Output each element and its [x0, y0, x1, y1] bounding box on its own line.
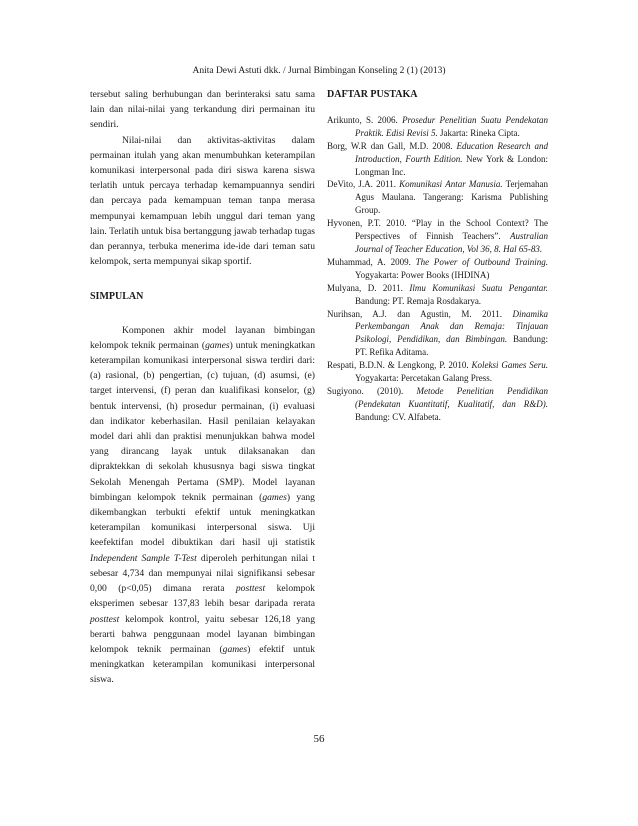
- section-title-simpulan: SIMPULAN: [90, 291, 144, 303]
- paragraph-values: Nilai-nilai dan aktivitas-aktivitas dalam permainan itulah yang akan menumbuhkan keterampilan komunikasi interpersonal pada diri siswa karena siswa terlatih untuk percaya terhadap kemampuannya sendiri dan percaya pada kemampuan teman tanpa merasa mempunyai kemampuan lebih unggul dari teman yang lain. Terlatih untuk bisa bertanggung jawab terhadap tugas dan perannya, terbuka menerima ide-ide dari teman satu kelompok, serta mempunyai sikap sportif.: [90, 134, 315, 268]
- paragraph-continuation: tersebut saling berhubungan dan berinteraksi satu sama lain dan nilai-nilai yang terkandung diri permainan itu sendiri.: [90, 89, 315, 131]
- reference-item: Muhammad, A. 2009. The Power of Outbound Training. Yogyakarta: Power Books (IHDINA): [327, 256, 549, 280]
- left-column: [90, 87, 315, 688]
- reference-item: Respati, B.D.N. & Lengkong, P. 2010. Koleksi Games Seru. Yogyakarta: Percetakan Galang Press.: [327, 360, 548, 384]
- running-header: Anita Dewi Astuti dkk. / Jurnal Bimbingan Konseling 2 (1) (2013): [192, 66, 446, 76]
- references-title: DAFTAR PUSTAKA: [327, 89, 418, 100]
- reference-item: DeVito, J.A. 2011. Komunikasi Antar Manusia. Terjemahan Agus Maulana. Tangerang: Karisma Publishing Group.: [327, 179, 548, 216]
- reference-item: Sugiyono. (2010). Metode Penelitian Pendidikan (Pendekatan Kuantitatif, Kualitatif, dan R&D). Bandung: CV. Alfabeta.: [327, 385, 548, 422]
- reference-item: Arikunto, S. 2006. Prosedur Penelitian Suatu Pendekatan Praktik. Edisi Revisi 5. Jakarta: Rineka Cipta.: [327, 114, 548, 138]
- page-number: 56: [313, 733, 325, 745]
- right-column: [327, 87, 548, 424]
- reference-item: Nurihsan, A.J. dan Agustin, M. 2011. Dinamika Perkembangan Anak dan Remaja: Tinjauan Psikologi, Pendidikan, dan Bimbingan. Bandung: PT. Refika Aditama.: [327, 308, 549, 358]
- paragraph-simpulan: Komponen akhir model layanan bimbingan kelompok teknik permainan (games) untuk meningkatkan keterampilan komunikasi interpersonal siswa terdiri dari: (a) rasional, (b) pengertian, (c) tujuan, (d) asumsi, (e) target intervensi, (f) peran dan kualifikasi konselor, (g) bentuk intervensi, (h) prosedur permainan, (i) evaluasi dan indikator keberhasilan. Hasil penilaian kelayakan model dari ahli dan praktisi menunjukkan bahwa model yang dirancang layak untuk dilaksanakan dan dipraktekkan di sekolah khususnya bagi siswa tingkat Sekolah Menengah Pertama (SMP). Model layanan bimbingan kelompok teknik permainan (games) yang dikembangkan terbukti efektif untuk meningkatkan keterampilan komunikasi interpersonal siswa. Uji keefektifan model dibuktikan dari hasil uji statistik Independent Sample T-Test diperoleh perhitungan nilai t sebesar 4,734 dan mempunyai nilai signifikansi sebesar 0,00 (p<0,05) dimana rerata posttest kelompok eksperimen sebesar 137,83 lebih besar daripada rerata posttest kelompok kontrol, yaitu sebesar 126,18 yang berarti bahwa penggunaan model layanan bimbingan kelompok teknik permainan (games) efektif untuk meningkatkan keterampilan komunikasi interpersonal siswa.: [90, 324, 315, 686]
- reference-item: Hyvonen, P.T. 2010. “Play in the School Context? The Perspectives of Finnish Teachers”. Australian Journal of Teacher Education, Vol 36, 8. Hal 65-83.: [327, 218, 548, 254]
- reference-item: Mulyana, D. 2011. Ilmu Komunikasi Suatu Pengantar. Bandung: PT. Remaja Rosdakarya.: [327, 282, 548, 306]
- reference-item: Borg, W.R dan Gall, M.D. 2008. Education Research and Introduction, Fourth Edition. New York & London: Longman Inc.: [327, 140, 548, 177]
